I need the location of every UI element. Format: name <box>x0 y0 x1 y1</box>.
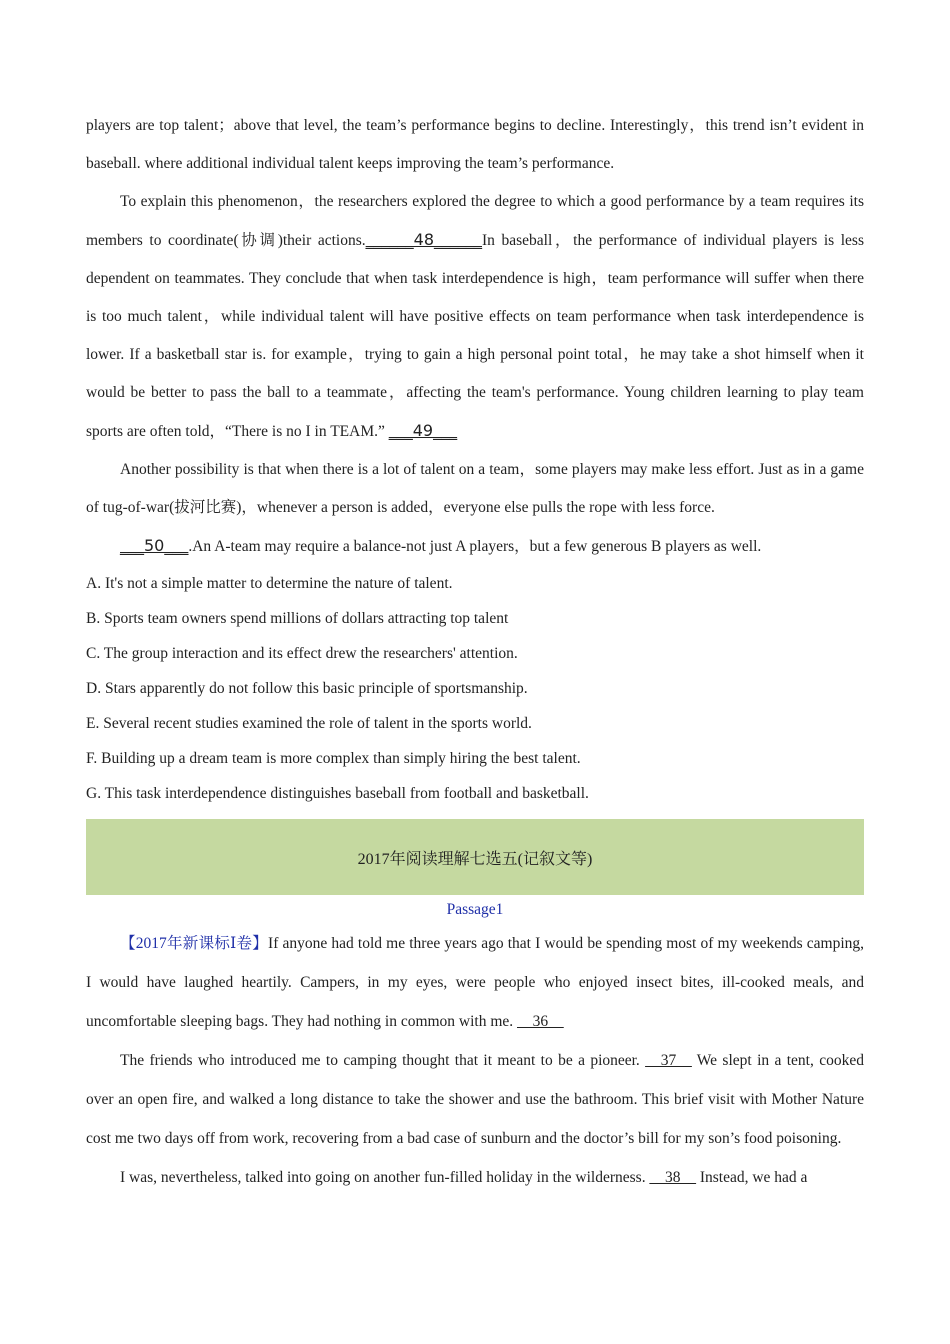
blank-37: __37__ <box>645 1052 692 1069</box>
paragraph-continuation: players are top talent；above that level, the team’s performance begins to decline. Interestingly，this trend isn’t evident in baseball. where additional individual talent keeps improving the team’s performance. <box>86 117 864 172</box>
blank-38: __38__ <box>649 1169 696 1186</box>
paragraph-text: In baseball，the performance of individual players is less dependent on teammates. They conclude that when task interdependence is high，team performance will suffer when there is too much talent，while individual talent will have positive effects on team performance when task interdependence is lower. If a basketball star is. for example，trying to gain a high personal point total，he may take a shot himself when it would be better to pass the ball to a teammate，affecting the team's performance. Young children learning to play team sports are often told，“There is no I in TEAM.” <box>86 232 864 440</box>
blank-50: ___50___ <box>120 536 189 555</box>
option-f: F. Building up a dream team is more complex than simply hiring the best talent. <box>86 750 581 767</box>
option-d: D. Stars apparently do not follow this basic principle of sportsmanship. <box>86 680 528 697</box>
passage-paragraph-2 <box>86 1041 864 1158</box>
blank-36: __36__ <box>517 1013 564 1030</box>
options-list <box>86 566 864 811</box>
paragraph-text: If anyone had told me three years ago that I would be spending most of my weekends camping, I would have laughed heartily. Campers, in my eyes, were people who enjoyed insect bites, ill-cooked meals, and uncomfortable sleeping bags. They had nothing in common with me. <box>86 935 864 1030</box>
exam-source: 【2017年新课标Ⅰ卷】 <box>120 935 269 952</box>
option-e: E. Several recent studies examined the role of talent in the sports world. <box>86 715 532 732</box>
option-c: C. The group interaction and its effect drew the researchers' attention. <box>86 645 518 662</box>
blank-48: ______48______ <box>365 230 482 249</box>
paragraph-text: I was, nevertheless, talked into going on another fun-filled holiday in the wilderness. <box>120 1169 646 1186</box>
document-content <box>86 107 864 1197</box>
paragraph-text: The friends who introduced me to camping thought that it meant to be a pioneer. <box>120 1052 640 1069</box>
passage-title: Passage1 <box>446 901 504 918</box>
paragraph-text: To explain this phenomenon，the researchers explored the degree to which a good performance by a team requires its members to coordinate(协调)their actions. <box>86 193 864 249</box>
section-banner <box>86 819 864 895</box>
paragraph-tug-of-war: Another possibility is that when there is a lot of talent on a team，some players may make less effort. Just as in a game of tug-of-war(拔河比赛)，whenever a person is added，everyone else pulls the rope with less force. <box>86 461 864 516</box>
option-b: B. Sports team owners spend millions of dollars attracting top talent <box>86 610 509 627</box>
blank-49: ___49___ <box>388 421 458 440</box>
paragraph-text: We slept in a tent, cooked over an open fire, and walked a long distance to take the shower and use the bathroom. This brief visit with Mother Nature cost me two days off from work, recovering from a bad case of sunburn and the doctor’s bill for my son’s food poisoning. <box>86 1052 864 1147</box>
paragraph-text: .An A-team may require a balance-not just A players，but a few generous B players as well. <box>188 538 762 555</box>
paragraph-text: Instead, we had a <box>699 1169 808 1186</box>
section-heading: 2017年阅读理解七选五(记叙文等) <box>357 850 593 868</box>
passage-paragraph-3 <box>86 1158 864 1197</box>
paragraph-a-team <box>86 527 864 566</box>
paragraph-coordination <box>86 183 864 451</box>
option-g: G. This task interdependence distinguishes baseball from football and basketball. <box>86 785 589 802</box>
passage-paragraph-1 <box>86 924 864 1041</box>
option-a: A. It's not a simple matter to determine the nature of talent. <box>86 575 453 592</box>
